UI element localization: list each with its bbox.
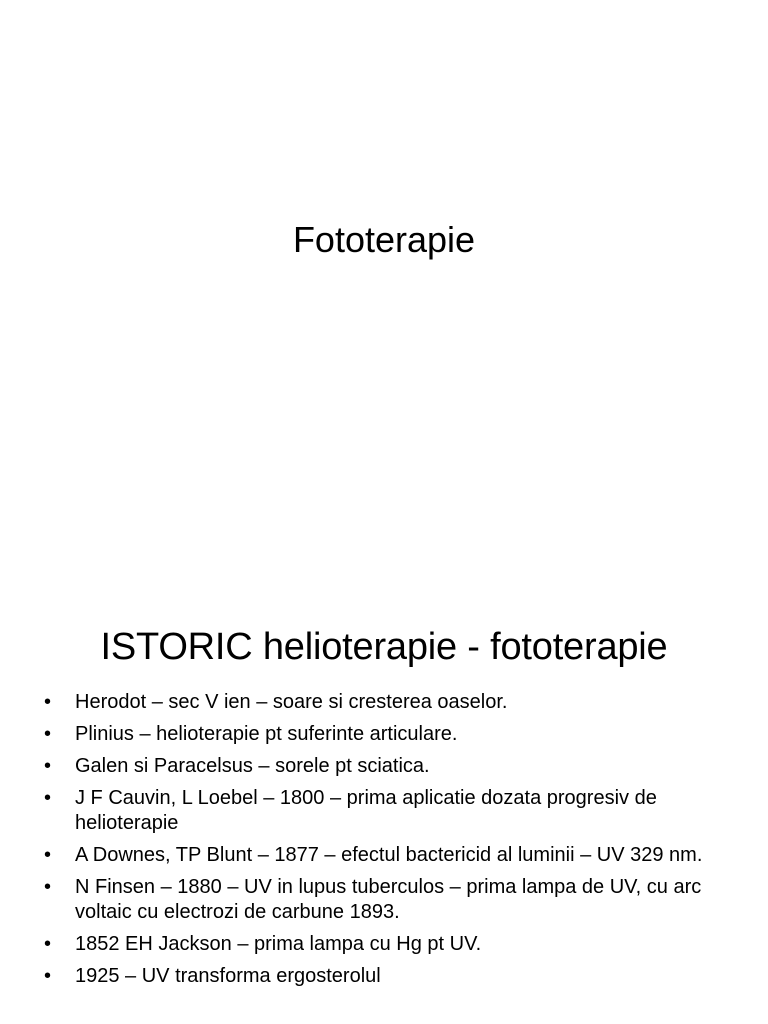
bullet-icon: • <box>44 876 52 898</box>
bullet-icon: • <box>44 691 52 713</box>
bullet-icon: • <box>44 723 52 745</box>
list-item <box>40 875 730 925</box>
list-item <box>40 843 730 868</box>
bullet-icon: • <box>44 844 52 866</box>
list-item <box>40 690 730 715</box>
list-item <box>40 722 730 747</box>
list-item-text: J F Cauvin, L Loebel – 1800 – prima aplicatie dozata progresiv de helioterapie <box>75 787 657 834</box>
list-item-text: 1925 – UV transforma ergosterolul <box>75 965 381 987</box>
list-item <box>40 786 730 836</box>
bullet-icon: • <box>44 755 52 777</box>
list-item-text: A Downes, TP Blunt – 1877 – efectul bactericid al luminii – UV 329 nm. <box>75 844 703 866</box>
list-item-text: Plinius – helioterapie pt suferinte articulare. <box>75 723 458 745</box>
slide-title-istoric: ISTORIC helioterapie - fototerapie <box>100 626 668 668</box>
list-item-text: Herodot – sec V ien – soare si cresterea oaselor. <box>75 691 508 713</box>
list-item-text: Galen si Paracelsus – sorele pt sciatica. <box>75 755 430 777</box>
list-item <box>40 964 730 989</box>
list-item-text: N Finsen – 1880 – UV in lupus tuberculos – prima lampa de UV, cu arc voltaic cu electrozi de carbune 1893. <box>75 876 702 923</box>
bullet-icon: • <box>44 965 52 987</box>
bullet-icon: • <box>44 933 52 955</box>
bullet-list <box>40 690 730 996</box>
bullet-icon: • <box>44 787 52 809</box>
list-item <box>40 932 730 957</box>
list-item-text: 1852 EH Jackson – prima lampa cu Hg pt UV. <box>75 933 482 955</box>
list-item <box>40 754 730 779</box>
slide-title-fototerapie: Fototerapie <box>292 219 476 260</box>
